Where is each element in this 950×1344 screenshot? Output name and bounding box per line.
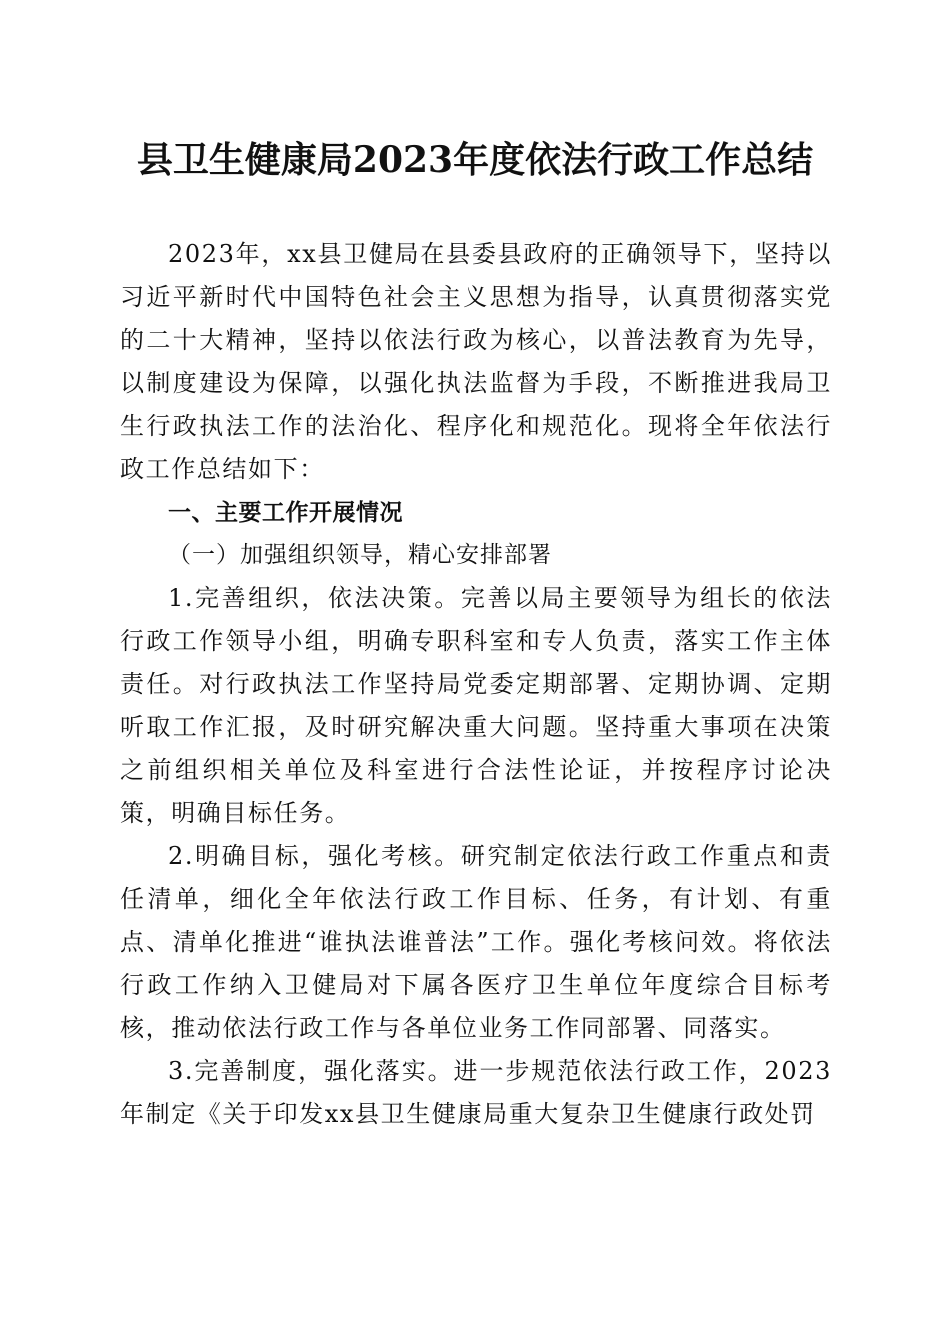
paragraph-item-2: 2.明确目标，强化考核。研究制定依法行政工作重点和责任清单，细化全年依法行政工作目标、任务，有计划、有重点、清单化推进“谁执法谁普法”工作。强化考核问效。将依法行政工作纳入卫健局对下属各医疗卫生单位年度综合目标考核，推动依法行政工作与各单位业务工作同部署、同落实。 <box>120 842 832 1042</box>
intro-paragraph: 2023年，xx县卫健局在县委县政府的正确领导下，坚持以习近平新时代中国特色社会主义思想为指导，认真贯彻落实党的二十大精神，坚持以依法行政为核心，以普法教育为先导，以制度建设为保障，以强化执法监督为手段，不断推进我局卫生行政执法工作的法治化、程序化和规范化。现将全年依法行政工作总结如下： <box>120 240 832 483</box>
paragraph-item-3: 3.完善制度，强化落实。进一步规范依法行政工作，2023年制定《关于印发xx县卫生健康局重大复杂卫生健康行政处罚 <box>120 1057 832 1128</box>
document-body <box>120 233 832 1136</box>
document-title: 县卫生健康局2023年度依法行政工作总结 <box>136 139 814 181</box>
paragraph-item-1: 1.完善组织，依法决策。完善以局主要领导为组长的依法行政工作领导小组，明确专职科室和专人负责，落实工作主体责任。对行政执法工作坚持局党委定期部署、定期协调、定期听取工作汇报，及时研究解决重大问题。坚持重大事项在决策之前组织相关单位及科室进行合法性论证，并按程序讨论决策，明确目标任务。 <box>120 584 832 827</box>
section-heading: 一、主要工作开展情况 <box>168 500 403 526</box>
subsection-heading: （一）加强组织领导，精心安排部署 <box>168 542 552 568</box>
